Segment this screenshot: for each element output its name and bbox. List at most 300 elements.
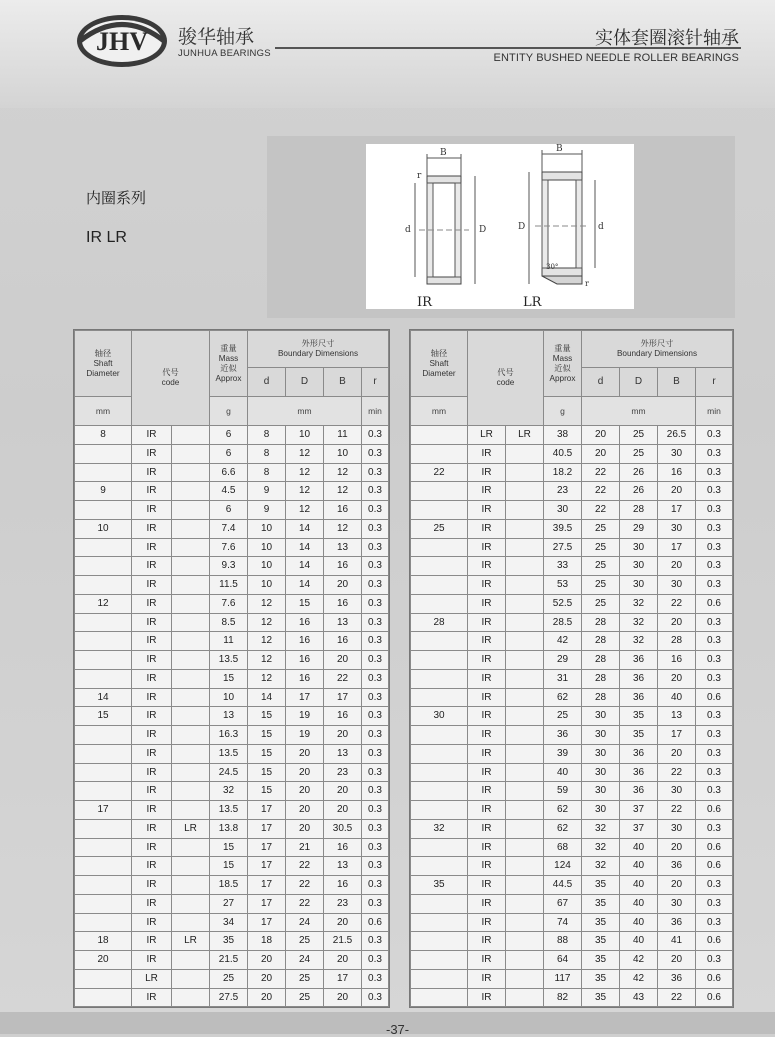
table-cell: 12 — [248, 632, 286, 651]
table-cell: 20 — [286, 763, 324, 782]
table-cell: 22 — [286, 876, 324, 895]
table-cell: 40 — [658, 688, 696, 707]
table-cell: 0.3 — [696, 744, 733, 763]
table-cell: 35 — [582, 988, 620, 1007]
left-dimension-table — [73, 329, 390, 1008]
table-cell: 22 — [324, 669, 362, 688]
table-cell: IR — [132, 688, 172, 707]
table-cell: 4.5 — [210, 482, 248, 501]
right-table-body — [411, 426, 733, 1007]
table-cell: 20 — [248, 951, 286, 970]
table-cell: 0.3 — [696, 894, 733, 913]
table-cell: 0.3 — [362, 651, 389, 670]
table-cell: 30 — [658, 444, 696, 463]
table-cell: 0.3 — [362, 894, 389, 913]
table-cell: IR — [468, 482, 506, 501]
table-cell: 39.5 — [544, 519, 582, 538]
table-cell — [411, 838, 468, 857]
table-cell: 34 — [210, 913, 248, 932]
table-cell — [506, 463, 544, 482]
table-cell: 6 — [210, 426, 248, 445]
table-cell: 29 — [620, 519, 658, 538]
table-cell: 0.6 — [696, 857, 733, 876]
table-cell — [75, 913, 132, 932]
dims-header-cn: 外形尺寸 — [301, 339, 335, 348]
table-cell: 28 — [582, 651, 620, 670]
unit-g: g — [210, 397, 248, 426]
table-row — [411, 426, 733, 445]
table-row — [75, 501, 389, 520]
table-cell — [75, 501, 132, 520]
table-cell: 0.3 — [696, 557, 733, 576]
table-row — [75, 632, 389, 651]
mass-header-en: Mass — [552, 353, 573, 363]
table-cell: 36 — [658, 913, 696, 932]
table-cell — [172, 576, 210, 595]
table-cell: 28 — [582, 688, 620, 707]
table-cell: 17 — [75, 801, 132, 820]
table-cell: IR — [132, 801, 172, 820]
table-cell — [75, 444, 132, 463]
table-cell: 11 — [324, 426, 362, 445]
table-cell: 35 — [582, 894, 620, 913]
table-cell: 25 — [286, 932, 324, 951]
table-cell: 36 — [620, 782, 658, 801]
table-row — [75, 932, 389, 951]
table-row — [75, 744, 389, 763]
table-cell: 14 — [286, 557, 324, 576]
table-cell: 13.8 — [210, 819, 248, 838]
table-cell: 0.3 — [696, 444, 733, 463]
table-cell: 22 — [658, 988, 696, 1007]
table-cell: 29 — [544, 651, 582, 670]
table-cell — [75, 669, 132, 688]
table-row — [411, 463, 733, 482]
table-cell: 0.3 — [362, 632, 389, 651]
table-cell: 20 — [658, 876, 696, 895]
table-cell: 12 — [324, 519, 362, 538]
table-cell: 35 — [620, 726, 658, 745]
table-row — [411, 763, 733, 782]
table-row — [411, 969, 733, 988]
table-cell: 36 — [620, 763, 658, 782]
table-cell: 42 — [620, 951, 658, 970]
table-cell: 0.3 — [696, 876, 733, 895]
table-cell: IR — [468, 669, 506, 688]
table-cell: 16 — [324, 557, 362, 576]
table-cell: 6 — [210, 501, 248, 520]
table-cell — [506, 557, 544, 576]
table-cell: 27.5 — [544, 538, 582, 557]
table-cell: 26 — [620, 463, 658, 482]
table-cell — [411, 557, 468, 576]
table-cell: 25 — [582, 594, 620, 613]
table-cell: 62 — [544, 688, 582, 707]
dims-header — [248, 331, 389, 368]
table-cell: 20 — [248, 988, 286, 1007]
table-row — [411, 594, 733, 613]
table-cell: 36 — [658, 857, 696, 876]
bearing-table-right — [410, 330, 733, 1007]
table-cell: IR — [132, 519, 172, 538]
table-row — [411, 801, 733, 820]
table-cell: 20 — [324, 988, 362, 1007]
col-B-header: B — [324, 368, 362, 397]
table-cell: 15 — [286, 594, 324, 613]
table-cell — [172, 894, 210, 913]
table-cell — [75, 876, 132, 895]
table-cell: 12 — [286, 482, 324, 501]
table-cell: 8 — [248, 426, 286, 445]
table-cell: 0.3 — [696, 763, 733, 782]
table-row — [75, 594, 389, 613]
table-cell: 9 — [248, 501, 286, 520]
lr-label: LR — [523, 295, 542, 310]
table-cell: 25 — [620, 444, 658, 463]
table-cell: LR — [172, 932, 210, 951]
table-cell: IR — [468, 894, 506, 913]
table-cell: 20 — [582, 444, 620, 463]
table-cell: 12 — [75, 594, 132, 613]
table-cell — [172, 463, 210, 482]
table-cell: 13 — [324, 538, 362, 557]
table-cell: 10 — [248, 538, 286, 557]
table-cell: 15 — [248, 707, 286, 726]
table-cell — [506, 688, 544, 707]
table-cell: 32 — [582, 838, 620, 857]
table-cell: 13 — [658, 707, 696, 726]
table-cell: IR — [132, 838, 172, 857]
table-cell — [411, 913, 468, 932]
table-cell — [506, 988, 544, 1007]
table-cell: 30.5 — [324, 819, 362, 838]
table-cell: 30 — [620, 557, 658, 576]
table-cell: 20 — [324, 782, 362, 801]
table-cell: 16 — [286, 632, 324, 651]
mass-header — [210, 331, 248, 397]
table-cell — [411, 951, 468, 970]
dims-header — [582, 331, 733, 368]
table-cell — [172, 857, 210, 876]
table-row — [411, 857, 733, 876]
table-cell: 40 — [620, 932, 658, 951]
table-cell: 13.5 — [210, 651, 248, 670]
table-cell — [411, 744, 468, 763]
table-cell: 25 — [286, 969, 324, 988]
table-cell: 0.3 — [362, 576, 389, 595]
table-cell: 82 — [544, 988, 582, 1007]
table-row — [75, 651, 389, 670]
table-cell: 8 — [248, 463, 286, 482]
table-cell: 10 — [75, 519, 132, 538]
table-cell — [172, 726, 210, 745]
table-cell — [75, 632, 132, 651]
dim-label: B — [556, 144, 563, 154]
table-cell — [75, 763, 132, 782]
table-cell: 0.3 — [362, 557, 389, 576]
bearing-table-left — [74, 330, 389, 1007]
table-cell — [172, 669, 210, 688]
table-cell: IR — [468, 444, 506, 463]
table-cell: 10 — [248, 519, 286, 538]
table-cell: 36 — [658, 969, 696, 988]
table-cell: 30 — [582, 726, 620, 745]
table-cell: 20 — [658, 744, 696, 763]
table-cell — [411, 594, 468, 613]
code-header-cn: 代号 — [497, 368, 514, 377]
approx-header-en: Approx — [215, 373, 242, 383]
table-cell: 28 — [411, 613, 468, 632]
table-cell: 88 — [544, 932, 582, 951]
table-cell — [411, 894, 468, 913]
table-cell: 16 — [324, 594, 362, 613]
table-cell: 17 — [658, 538, 696, 557]
col-D-header: D — [286, 368, 324, 397]
table-cell: 21 — [286, 838, 324, 857]
table-cell: 36 — [620, 744, 658, 763]
table-cell — [506, 576, 544, 595]
table-cell: 0.6 — [696, 969, 733, 988]
table-cell: 9.3 — [210, 557, 248, 576]
table-cell: IR — [468, 726, 506, 745]
table-row — [75, 557, 389, 576]
code-header-cn: 代号 — [162, 368, 179, 377]
table-cell: 117 — [544, 969, 582, 988]
table-cell: 30 — [658, 519, 696, 538]
table-cell: 20 — [582, 426, 620, 445]
table-cell: IR — [132, 876, 172, 895]
table-cell: 23 — [324, 894, 362, 913]
unit-mm: mm — [248, 397, 362, 426]
table-cell: 0.3 — [362, 482, 389, 501]
table-row — [411, 744, 733, 763]
table-row — [75, 801, 389, 820]
table-cell: IR — [132, 669, 172, 688]
unit-min: min — [696, 397, 733, 426]
table-cell: 15 — [210, 857, 248, 876]
table-cell: 35 — [582, 876, 620, 895]
table-cell: 16 — [658, 651, 696, 670]
table-row — [75, 951, 389, 970]
table-cell: 21.5 — [324, 932, 362, 951]
table-cell: IR — [468, 576, 506, 595]
table-cell: 14 — [75, 688, 132, 707]
table-cell — [75, 819, 132, 838]
table-cell: 30 — [544, 501, 582, 520]
table-cell: 0.6 — [696, 801, 733, 820]
table-cell: 20 — [286, 819, 324, 838]
table-row — [411, 988, 733, 1007]
col-D-header: D — [620, 368, 658, 397]
table-cell: 25 — [582, 519, 620, 538]
table-cell: IR — [132, 763, 172, 782]
code-header — [468, 331, 544, 426]
bearing-diagram — [267, 136, 735, 318]
table-cell: 0.3 — [362, 426, 389, 445]
table-cell: 17 — [248, 876, 286, 895]
table-cell: IR — [468, 707, 506, 726]
table-row — [411, 894, 733, 913]
table-cell: 12 — [248, 669, 286, 688]
table-cell: 12 — [248, 594, 286, 613]
table-cell: 0.6 — [696, 594, 733, 613]
table-cell — [75, 613, 132, 632]
table-row — [411, 538, 733, 557]
table-cell: 32 — [210, 782, 248, 801]
table-cell — [172, 538, 210, 557]
table-cell: 35 — [582, 932, 620, 951]
table-cell: 32 — [411, 819, 468, 838]
table-row — [411, 913, 733, 932]
table-cell: IR — [468, 651, 506, 670]
table-cell — [172, 801, 210, 820]
table-cell: IR — [468, 688, 506, 707]
table-cell: 0.3 — [362, 688, 389, 707]
table-cell: IR — [132, 613, 172, 632]
table-cell — [172, 782, 210, 801]
table-cell: 7.4 — [210, 519, 248, 538]
table-cell: 35 — [582, 913, 620, 932]
page-title-en: ENTITY BUSHED NEEDLE ROLLER BEARINGS — [493, 52, 739, 64]
table-cell: 13 — [324, 613, 362, 632]
table-cell: IR — [132, 988, 172, 1007]
table-cell: 28 — [582, 669, 620, 688]
table-row — [75, 576, 389, 595]
table-cell: 13 — [324, 857, 362, 876]
table-cell: 16 — [324, 501, 362, 520]
table-cell — [506, 819, 544, 838]
table-cell: 13.5 — [210, 744, 248, 763]
table-cell: 20 — [75, 951, 132, 970]
table-cell — [411, 857, 468, 876]
table-cell: 0.3 — [362, 707, 389, 726]
table-row — [75, 819, 389, 838]
table-cell: 24 — [286, 951, 324, 970]
table-cell: 20 — [286, 801, 324, 820]
table-cell: 17 — [248, 894, 286, 913]
table-row — [75, 838, 389, 857]
table-cell — [75, 576, 132, 595]
table-cell: 40 — [620, 857, 658, 876]
table-cell: 30 — [620, 538, 658, 557]
table-cell — [506, 894, 544, 913]
table-row — [75, 669, 389, 688]
table-cell: 10 — [210, 688, 248, 707]
mass-header-cn: 重量 — [554, 343, 571, 353]
table-cell: 17 — [248, 857, 286, 876]
table-cell: 42 — [544, 632, 582, 651]
table-cell: 26 — [620, 482, 658, 501]
table-row — [411, 782, 733, 801]
table-cell: 40 — [620, 913, 658, 932]
table-cell — [172, 988, 210, 1007]
table-cell: IR — [468, 819, 506, 838]
table-cell: 0.3 — [362, 669, 389, 688]
table-cell: 62 — [544, 801, 582, 820]
shaft-header-cn: 轴径 — [430, 348, 448, 358]
dim-label: D — [479, 225, 487, 235]
table-row — [411, 482, 733, 501]
table-cell: 13 — [324, 744, 362, 763]
table-cell: 16 — [324, 632, 362, 651]
col-B-header: B — [658, 368, 696, 397]
table-cell: 0.3 — [362, 501, 389, 520]
table-cell: IR — [468, 838, 506, 857]
table-cell: 0.3 — [362, 801, 389, 820]
table-row — [411, 651, 733, 670]
table-cell: 16 — [324, 876, 362, 895]
table-cell: 42 — [620, 969, 658, 988]
table-cell — [506, 482, 544, 501]
table-cell: 6.6 — [210, 463, 248, 482]
table-cell: LR — [132, 969, 172, 988]
table-row — [411, 613, 733, 632]
table-cell: 14 — [248, 688, 286, 707]
table-row — [411, 501, 733, 520]
table-cell: IR — [132, 463, 172, 482]
jhv-logo — [74, 12, 170, 70]
table-cell: 0.3 — [362, 876, 389, 895]
table-cell: 30 — [411, 707, 468, 726]
table-cell: 7.6 — [210, 538, 248, 557]
table-cell: 10 — [248, 557, 286, 576]
table-cell: 12 — [324, 463, 362, 482]
table-cell: 0.3 — [362, 744, 389, 763]
table-cell — [75, 538, 132, 557]
page-number: -37- — [386, 1022, 410, 1037]
table-cell: 21.5 — [210, 951, 248, 970]
table-cell: 20 — [286, 782, 324, 801]
table-row — [411, 444, 733, 463]
table-cell — [411, 969, 468, 988]
table-cell: 22 — [286, 894, 324, 913]
table-cell: IR — [132, 557, 172, 576]
table-row — [411, 688, 733, 707]
series-title-en: IR LR — [86, 229, 127, 246]
table-cell: 14 — [286, 519, 324, 538]
table-cell: 17 — [248, 913, 286, 932]
table-cell: 28 — [620, 501, 658, 520]
table-cell — [75, 651, 132, 670]
table-cell: IR — [132, 726, 172, 745]
table-cell: IR — [468, 501, 506, 520]
table-cell: 24.5 — [210, 763, 248, 782]
table-cell: 9 — [248, 482, 286, 501]
table-cell — [75, 894, 132, 913]
table-cell: IR — [468, 557, 506, 576]
table-cell: 16 — [286, 669, 324, 688]
table-cell — [411, 482, 468, 501]
table-cell — [75, 726, 132, 745]
table-row — [75, 519, 389, 538]
shaft-header — [411, 331, 468, 397]
table-cell: 20 — [658, 838, 696, 857]
table-cell: 36 — [620, 651, 658, 670]
table-cell: IR — [132, 538, 172, 557]
table-cell: 0.3 — [696, 726, 733, 745]
table-cell: 28 — [658, 632, 696, 651]
series-title-cn: 内圈系列 — [86, 189, 147, 207]
table-row — [411, 632, 733, 651]
table-row — [75, 857, 389, 876]
table-cell: 7.6 — [210, 594, 248, 613]
table-cell: 0.3 — [362, 763, 389, 782]
table-cell: LR — [172, 819, 210, 838]
table-cell: 8 — [75, 426, 132, 445]
table-cell — [506, 726, 544, 745]
table-cell: 30 — [582, 744, 620, 763]
table-cell — [172, 913, 210, 932]
